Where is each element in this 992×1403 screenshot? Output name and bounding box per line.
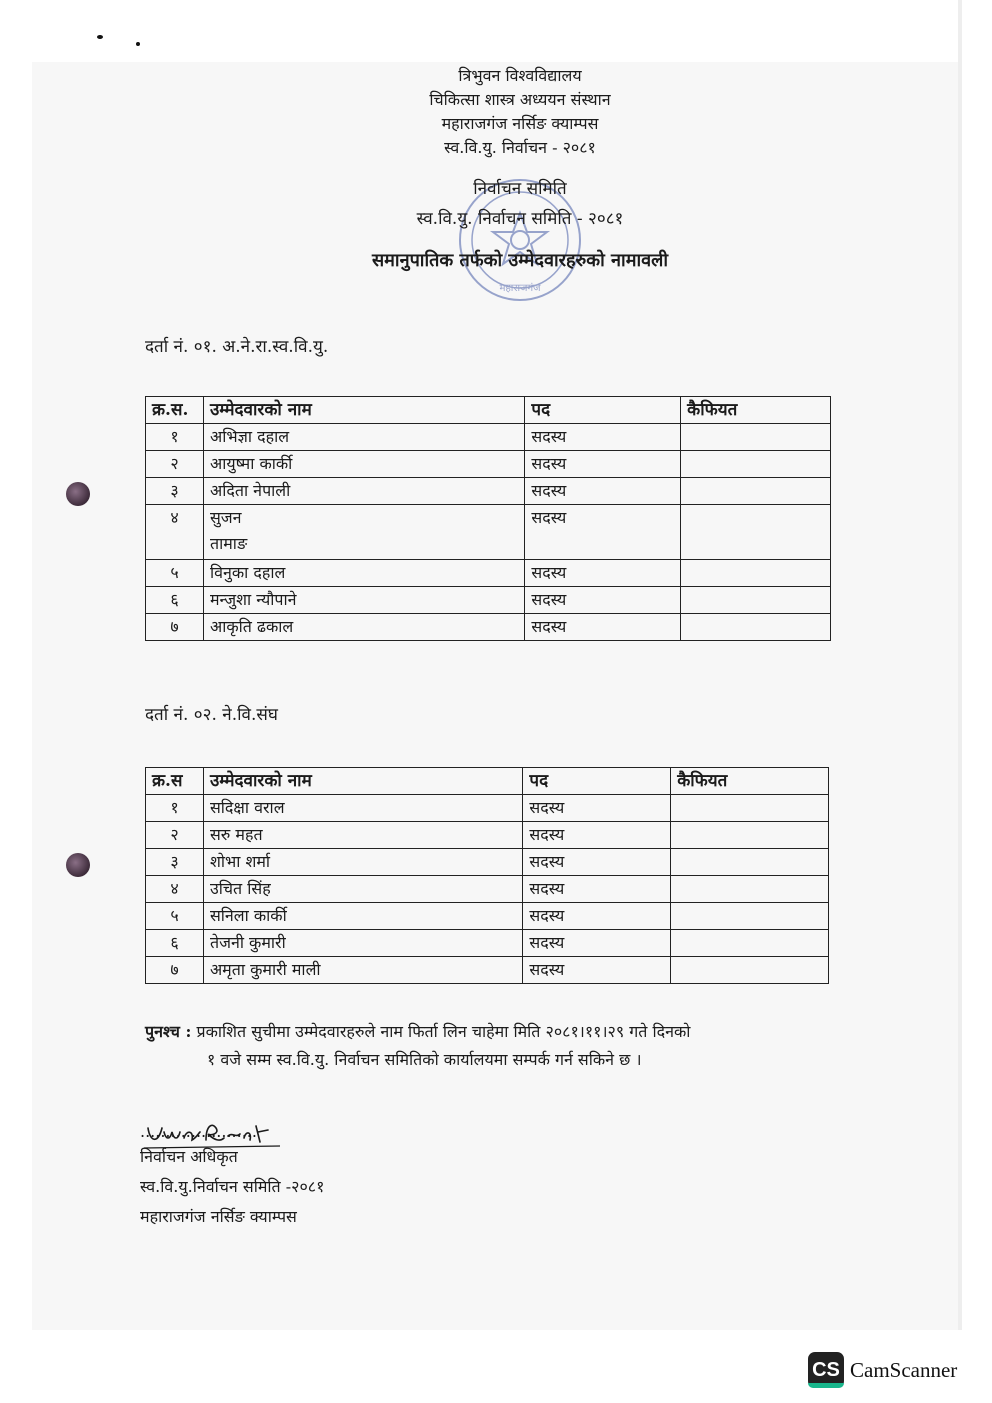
- signatory-title: निर्वाचन अधिकृत: [140, 1147, 238, 1166]
- table-row: [146, 424, 831, 451]
- camscanner-logo-icon: CS: [808, 1352, 844, 1388]
- table-row: [146, 849, 829, 876]
- column-sn: क्र.स: [146, 768, 204, 795]
- signatory-committee: स्व.वि.यु.निर्वाचन समिति -२०८१: [140, 1177, 325, 1196]
- row-remarks: [671, 822, 829, 849]
- row-name: सनिला कार्की: [203, 903, 522, 930]
- row-sn: १: [146, 424, 204, 451]
- row-remarks: [681, 614, 831, 641]
- row-remarks: [671, 903, 829, 930]
- postscript-line1: प्रकाशित सुचीमा उम्मेदवारहरुले नाम फिर्ता लिन चाहेमा मिति २०८१।११।२९ गते दिनको: [196, 1022, 691, 1041]
- signature-block: [140, 1118, 324, 1232]
- table-row: [146, 451, 831, 478]
- punch-hole: [66, 853, 90, 877]
- row-name: सरु महत: [203, 822, 522, 849]
- row-sn: २: [146, 451, 204, 478]
- institute-name: चिकित्सा शास्त्र अध्ययन संस्थान: [429, 90, 611, 109]
- committee-name: निर्वाचन समिति: [473, 179, 567, 199]
- table-row: [146, 957, 829, 984]
- table-row: [146, 930, 829, 957]
- row-sn: ३: [146, 849, 204, 876]
- row-post: सदस्य: [523, 795, 671, 822]
- row-post: सदस्य: [523, 822, 671, 849]
- row-post: सदस्य: [525, 587, 681, 614]
- column-name: उम्मेदवारको नाम: [203, 768, 522, 795]
- column-remarks: कैफियत: [671, 768, 829, 795]
- table-row: [146, 505, 831, 560]
- table-row: [146, 560, 831, 587]
- column-post: पद: [523, 768, 671, 795]
- table-row: [146, 795, 829, 822]
- signature-dots: .......................: [140, 1122, 257, 1141]
- row-sn: २: [146, 822, 204, 849]
- scan-speck: [136, 42, 140, 46]
- table-row: [146, 903, 829, 930]
- scan-speck: [97, 35, 103, 39]
- camscanner-brand: CamScanner: [850, 1357, 958, 1382]
- row-remarks: [671, 957, 829, 984]
- camscanner-watermark: [808, 1352, 957, 1388]
- registration-1: दर्ता नं. ०१. अ.ने.रा.स्व.वि.यु.: [145, 337, 329, 357]
- row-post: सदस्य: [525, 505, 681, 560]
- signatory-campus: महाराजगंज नर्सिङ क्याम्पस: [140, 1207, 297, 1226]
- column-name: उम्मेदवारको नाम: [203, 397, 524, 424]
- list-title: समानुपातिक तर्फको उम्मेदवारहरुको नामावली: [372, 250, 668, 271]
- postscript: [145, 1018, 865, 1074]
- row-name-line2: तामाङ: [209, 534, 248, 553]
- row-post: सदस्य: [525, 614, 681, 641]
- row-name: आकृति ढकाल: [203, 614, 524, 641]
- row-name: आयुष्मा कार्की: [203, 451, 524, 478]
- campus-name: महाराजगंज नर्सिङ क्याम्पस: [441, 114, 599, 133]
- committee-full-name: स्व.वि.यु. निर्वाचन समिति - २०८१: [416, 209, 624, 229]
- row-post: सदस्य: [523, 876, 671, 903]
- column-remarks: कैफियत: [681, 397, 831, 424]
- table-header-row: [146, 397, 831, 424]
- row-remarks: [681, 505, 831, 560]
- seal-text: महाराजगंज: [499, 283, 541, 294]
- row-name: विनुका दहाल: [203, 560, 524, 587]
- postscript-line2: १ वजे सम्म स्व.वि.यु. निर्वाचन समितिको कार्यालयमा सम्पर्क गर्न सकिने छ ।: [207, 1050, 642, 1069]
- row-remarks: [671, 876, 829, 903]
- table-row: [146, 587, 831, 614]
- row-name: अभिज्ञा दहाल: [203, 424, 524, 451]
- row-post: सदस्य: [523, 849, 671, 876]
- scan-edge: [958, 0, 962, 1330]
- table-row: [146, 614, 831, 641]
- row-sn: १: [146, 795, 204, 822]
- candidate-table-2: [145, 767, 829, 984]
- row-sn: ४: [146, 876, 204, 903]
- row-name-line1: सुजन: [209, 508, 242, 527]
- row-post: सदस्य: [525, 451, 681, 478]
- row-remarks: [681, 424, 831, 451]
- row-sn: ६: [146, 587, 204, 614]
- committee-block: [300, 174, 740, 276]
- candidate-table-1: [145, 396, 831, 641]
- table-header-row: [146, 768, 829, 795]
- row-sn: ७: [146, 957, 204, 984]
- row-name: मन्जुशा न्यौपाने: [203, 587, 524, 614]
- registration-2: दर्ता नं. ०२. ने.वि.संघ: [145, 705, 278, 725]
- row-remarks: [671, 930, 829, 957]
- row-remarks: [681, 560, 831, 587]
- row-name: उचित सिंह: [203, 876, 522, 903]
- row-name: अमृता कुमारी माली: [203, 957, 522, 984]
- row-sn: ३: [146, 478, 204, 505]
- row-post: सदस्य: [525, 424, 681, 451]
- document-header: [330, 64, 710, 160]
- row-post: सदस्य: [525, 478, 681, 505]
- table-row: [146, 478, 831, 505]
- row-post: सदस्य: [525, 560, 681, 587]
- row-remarks: [681, 451, 831, 478]
- row-sn: ४: [146, 505, 204, 560]
- row-post: सदस्य: [523, 930, 671, 957]
- row-remarks: [671, 795, 829, 822]
- row-remarks: [681, 478, 831, 505]
- column-sn: क्र.स.: [146, 397, 204, 424]
- row-name: सदिक्षा वराल: [203, 795, 522, 822]
- table-row: [146, 876, 829, 903]
- row-sn: ७: [146, 614, 204, 641]
- punch-hole: [66, 482, 90, 506]
- row-post: सदस्य: [523, 957, 671, 984]
- row-remarks: [671, 849, 829, 876]
- row-remarks: [681, 587, 831, 614]
- university-name: त्रिभुवन विश्वविद्यालय: [458, 66, 582, 85]
- row-sn: ६: [146, 930, 204, 957]
- row-name: शोभा शर्मा: [203, 849, 522, 876]
- row-sn: ५: [146, 903, 204, 930]
- row-sn: ५: [146, 560, 204, 587]
- row-name: अदिता नेपाली: [203, 478, 524, 505]
- row-name: [203, 505, 524, 560]
- column-post: पद: [525, 397, 681, 424]
- postscript-label: पुनश्च :: [145, 1022, 192, 1041]
- table-row: [146, 822, 829, 849]
- election-title: स्व.वि.यु. निर्वाचन - २०८१: [444, 138, 596, 157]
- row-post: सदस्य: [523, 903, 671, 930]
- row-name: तेजनी कुमारी: [203, 930, 522, 957]
